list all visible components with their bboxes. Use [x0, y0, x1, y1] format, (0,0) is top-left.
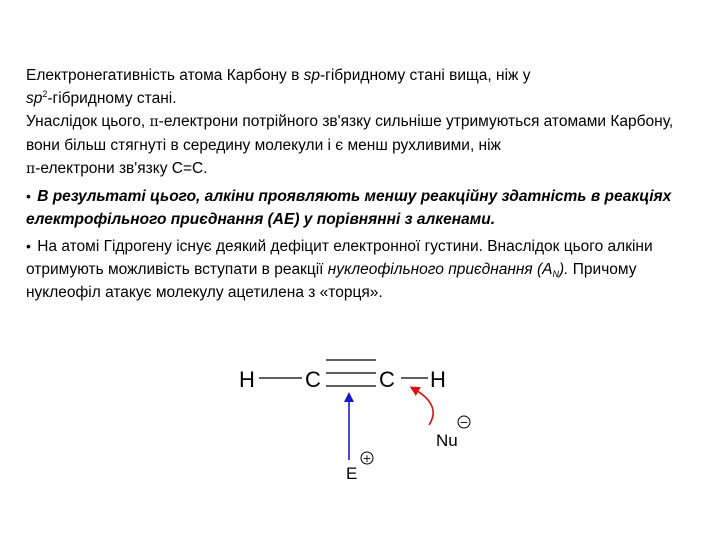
minus-sign: −: [459, 416, 469, 429]
atom-h-left: H: [239, 367, 255, 392]
p1-sp: sp: [303, 67, 321, 84]
nucleophile-arrow: [414, 389, 433, 425]
p1-text-c: -гібридному стані.: [47, 90, 177, 107]
atom-c-right: C: [379, 367, 395, 392]
atom-h-right: H: [430, 367, 446, 392]
bullet-icon: •: [26, 238, 31, 254]
p2-text-c: -електрони зв'язку С=С.: [35, 160, 208, 177]
pi-symbol: π: [149, 114, 159, 130]
electrophile-label: E: [346, 464, 358, 483]
p1-sp2: sp: [26, 90, 43, 107]
atom-c-left: C: [305, 367, 321, 392]
pi-symbol-2: π: [26, 161, 36, 177]
bullet1-text: В результаті цього, алкіни проявляють меншу реакційну здатність в реакціях електрофільного приєднання (АЕ) у порівнянні з алкенами.: [26, 188, 672, 228]
p1-superscript: 2: [42, 89, 48, 99]
nucleophile-label: Nu: [436, 431, 458, 450]
bullet-icon: •: [26, 188, 31, 204]
p1-text-b: -гібридному стані вища, ніж у: [320, 67, 531, 84]
p2-text-b: -електрони потрійного зв'язку сильніше утримуються атомами Карбону, вони більш стягнуті в середину молекули і є менш рухливими, ніж: [26, 113, 674, 154]
p1-text-a: Електронегативність атома Карбону в: [26, 67, 304, 84]
bullet2-italic: нуклеофільного приєднання (А: [327, 261, 553, 278]
bullet2-close: ).: [559, 261, 569, 278]
p2-text-a: Унаслідок цього,: [26, 113, 150, 130]
bullet2-subscript: N: [552, 269, 560, 279]
bullet2-text-b: Причому нуклеофіл атакує молекулу ацетилена з «торця».: [26, 261, 637, 301]
plus-sign: +: [362, 452, 372, 465]
bullet2-text-a: На атомі Гідрогену існує деякий дефіцит електронної густини. Внаслідок цього алкіни отримують можливість вступати в реакції: [26, 238, 653, 278]
